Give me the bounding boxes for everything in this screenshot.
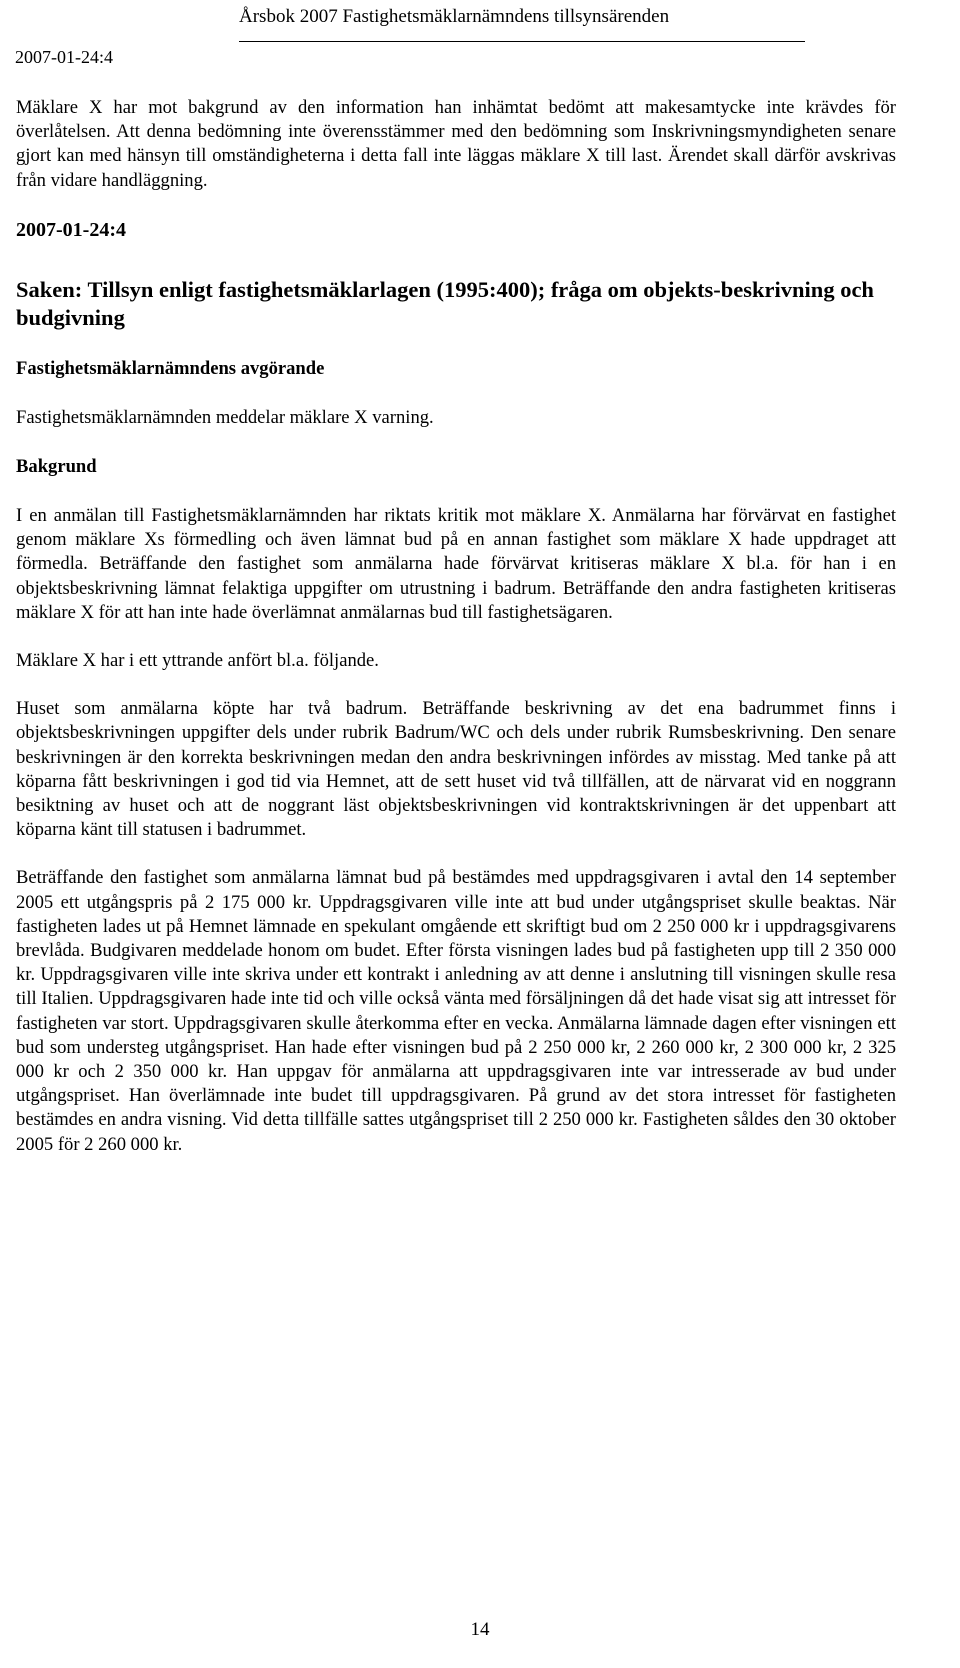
page-number: 14: [470, 1619, 490, 1640]
header-rule: [239, 41, 805, 42]
decision-text: Fastighetsmäklarnämnden meddelar mäklare X varning.: [16, 406, 434, 428]
background-paragraph-bathroom: Huset som anmälarna köpte har två badrum. Beträffande beskrivning av det ena badrummet finns i objektsbeskrivningen uppgifter dels under rubrik Badrum/WC och dels under rubrik Rumsbeskrivning. Den senare beskrivningen är den korrekta beskrivningen medan den andra beskrivningen infördes av misstag. Med tanke på att köparna fått beskrivningen i god tid via Hemnet, att de sett huset vid två tillfällen, att de närvarat vid en noggrann besiktning av huset och att de noggrant läst objektsbeskrivningen vid kontraktskrivningen är det uppenbart att köparna känt till statusen i badrummet.: [16, 698, 896, 841]
decision-heading: Fastighetsmäklarnämndens avgörande: [16, 357, 325, 379]
background-paragraph-complaint: I en anmälan till Fastighetsmäklarnämnden har riktats kritik mot mäklare X. Anmälarna har förvärvat en fastighet genom mäklare Xs förmedling och även lämnat bud på en annan fastighet som mäklare X hade uppdraget att förmedla. Beträffande den fastighet som anmälarna hade förvärvat kritiseras mäklare X bl.a. för han i en objektsbeskrivning lämnat felaktiga uppgifter om utrustning i badrum. Beträffande den andra fastigheten kritiseras mäklare X för att han inte hade överlämnat anmälarnas bud till fastighetsägaren.: [16, 505, 896, 623]
case-title: Saken: Tillsyn enligt fastighetsmäklarlagen (1995:400); fråga om objekts-beskrivning och budgivning: [16, 276, 874, 330]
header-running-title: Årsbok 2007 Fastighetsmäklarnämndens tillsynsärenden: [239, 6, 670, 27]
background-paragraph-statement-intro: Mäklare X har i ett yttrande anfört bl.a. följande.: [16, 650, 379, 672]
background-heading: Bakgrund: [16, 456, 97, 478]
intro-paragraph: Mäklare X har mot bakgrund av den information han inhämtat bedömt att makesamtycke inte krävdes för överlåtelsen. Att denna bedömning inte överensstämmer med den bedömning som Inskrivningsmyndigheten senare gjort kan med hänsyn till omständigheterna i detta fall inte läggas mäklare X till last. Ärendet skall därför avskrivas från vidare handläggning.: [16, 97, 896, 191]
background-paragraph-bidding: Beträffande den fastighet som anmälarna lämnat bud på bestämdes med uppdragsgivaren i avtal den 14 september 2005 ett utgångspris på 2 175 000 kr. Uppdragsgivaren ville inte att bud under utgångspriset skulle beaktas. När fastigheten lades ut på Hemnet lämnade en spekulant omgående ett skriftigt bud om 2 250 000 kr i uppdragsgivarens brevlåda. Budgivaren meddelade honom om budet. Efter första visningen lades bud på fastigheten upp till 2 350 000 kr. Uppdragsgivaren ville inte skriva under ett kontrakt i anledning av att denne i anslutning till visningen skulle resa till Italien. Uppdragsgivaren hade inte tid och ville också vänta med försäljningen då det hade visat sig att intresset för fastigheten var stort. Uppdragsgivaren skulle återkomma efter en vecka. Anmälarna lämnade dagen efter visningen ett bud som understeg utgångspriset. Han hade efter visningen bud på 2 250 000 kr, 2 260 000 kr, 2 300 000 kr, 2 325 000 kr och 2 350 000 kr. Han uppgav för anmälarna att uppdragsgivaren inte var intresserade av bud under utgångspriset. Han överlämnade inte budet till uppdragsgivaren. På grund av det stora intresset för fastigheten bestämdes en andra visning. Vid detta tillfälle sattes utgångspriset till 2 250 000 kr. Fastigheten såldes den 30 oktober 2005 för 2 260 000 kr.: [16, 867, 896, 1155]
header-case-reference: 2007-01-24:4: [15, 47, 113, 67]
document-body: [16, 96, 896, 1157]
case-number: 2007-01-24:4: [16, 218, 126, 241]
